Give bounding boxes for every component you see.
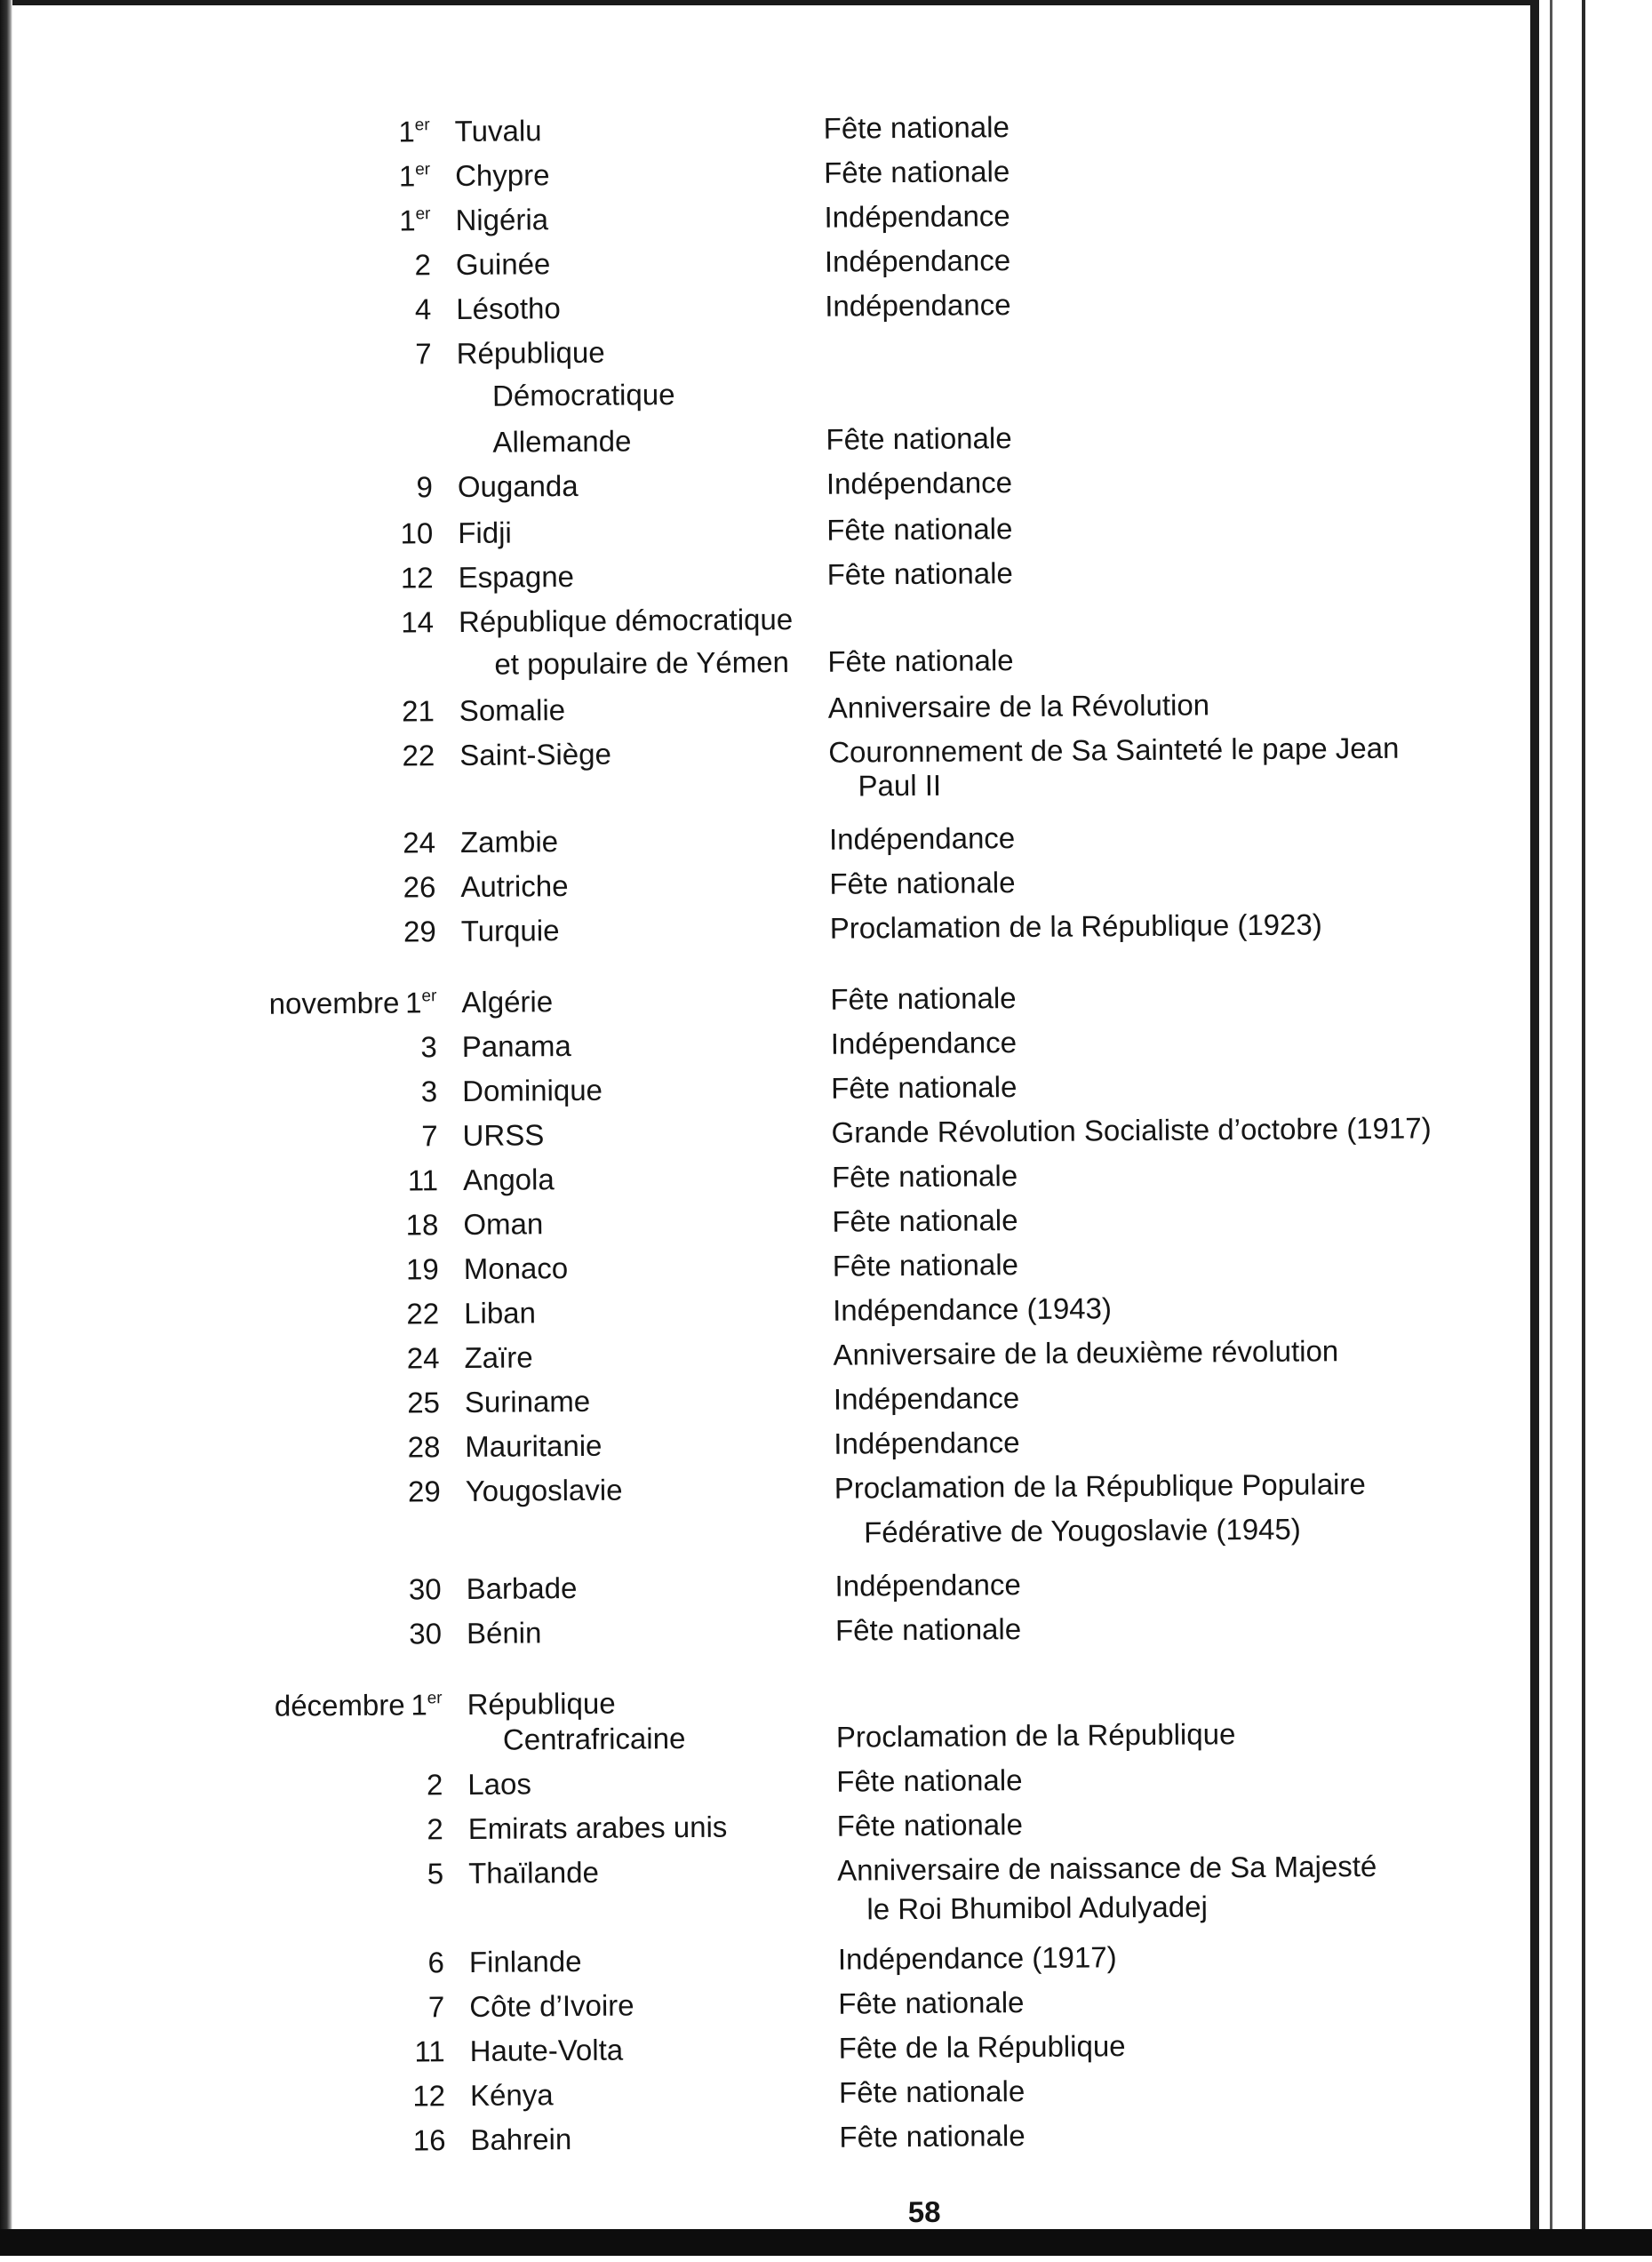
event-name: Fête nationale [834, 1612, 1022, 1647]
day-number: 1 [398, 115, 415, 148]
day-cell [373, 1025, 437, 1070]
event-name: Fête nationale [832, 1248, 1019, 1283]
day-number: 28 [407, 1430, 441, 1464]
event-name: Indépendance [826, 466, 1013, 500]
day-number: 26 [403, 870, 436, 904]
day-cell [379, 1807, 443, 1852]
day-number: 21 [401, 694, 435, 728]
country-name: Saint-Siège [459, 737, 611, 771]
day-number: 2 [426, 1768, 443, 1802]
day-number: 14 [401, 605, 435, 639]
country-name: Tuvalu [454, 114, 542, 148]
day-number: 2 [427, 1812, 443, 1846]
day-number: 1 [405, 986, 422, 1019]
country-name: Oman [463, 1207, 544, 1241]
day-number: 24 [403, 826, 436, 859]
country-name: Laos [467, 1767, 532, 1801]
day-number: 11 [414, 2034, 445, 2068]
country-name: Panama [461, 1029, 571, 1063]
country-name: Centrafricaine [502, 1722, 686, 1756]
country-name: Mauritanie [465, 1428, 603, 1463]
day-cell [378, 1611, 442, 1657]
country-name: Thaïlande [467, 1855, 600, 1890]
country-name: Liban [464, 1296, 537, 1330]
day-cell [372, 980, 436, 1026]
event-name: Fête nationale [823, 155, 1010, 189]
country-name: Ouganda [457, 468, 579, 504]
day-number: 1 [411, 1688, 427, 1722]
country-name: République [456, 335, 605, 371]
day-number: 1 [398, 159, 416, 193]
day-cell [366, 109, 430, 155]
month-label: novembre [268, 986, 400, 1020]
day-cell [366, 198, 430, 244]
day-number: 7 [427, 1990, 445, 2024]
event-name: Fête nationale [826, 421, 1012, 456]
country-name: Bénin [466, 1616, 542, 1650]
day-cell [370, 600, 434, 645]
day-cell [366, 154, 430, 199]
day-number: 25 [407, 1386, 441, 1419]
day-number: 10 [400, 516, 434, 550]
event-name: Fête nationale [830, 981, 1017, 1016]
event-name: Couronnement de Sa Sainteté le pape Jean [828, 731, 1400, 769]
country-name: République [467, 1686, 616, 1721]
day-number: 30 [408, 1572, 442, 1606]
day-number: 29 [407, 1475, 441, 1508]
event-name: Indépendance (1943) [833, 1291, 1113, 1327]
day-cell [374, 1158, 438, 1203]
day-cell [379, 1851, 443, 1897]
day-ordinal-suffix: er [415, 160, 431, 180]
day-number: 4 [414, 292, 432, 326]
event-name: Fête nationale [831, 1070, 1018, 1105]
day-number: 24 [406, 1341, 440, 1375]
day-cell [375, 1247, 439, 1292]
event-name: Indépendance [834, 1568, 1021, 1603]
country-name: Turquie [460, 914, 560, 947]
day-number: 22 [402, 739, 435, 772]
event-name: Anniversaire de la Révolution [827, 688, 1210, 724]
page-number: 58 [907, 2194, 941, 2229]
event-name: Fédérative de Yougoslavie (1945) [863, 1512, 1301, 1549]
day-cell [380, 1940, 444, 1986]
event-name: Anniversaire de naissance de Sa Majesté [836, 1849, 1377, 1887]
event-name: Anniversaire de la deuxième révolution [833, 1334, 1339, 1371]
day-number: 18 [405, 1208, 439, 1242]
country-name: Kényа [469, 2078, 554, 2112]
day-cell [379, 1762, 443, 1808]
day-number: 6 [427, 1946, 445, 1979]
day-cell [369, 556, 433, 601]
day-number: 29 [403, 915, 436, 948]
event-name: Fête de la République [838, 2029, 1126, 2065]
day-cell [371, 865, 435, 910]
event-name: Indépendance [834, 1426, 1020, 1460]
day-number: 19 [405, 1252, 439, 1286]
country-name: Haute-Volta [469, 2033, 624, 2067]
day-number: 5 [427, 1857, 444, 1890]
country-name: Bahrein [470, 2122, 572, 2156]
day-cell [369, 511, 433, 556]
event-name: Indépendance (1917) [837, 1940, 1117, 1976]
country-name: URSS [462, 1118, 545, 1152]
event-name: Fête nationale [823, 110, 1010, 145]
day-cell [369, 465, 433, 510]
event-name: Proclamation de la République [835, 1717, 1236, 1754]
event-name: Indépendance [833, 1381, 1020, 1416]
event-name: Fête nationale [829, 866, 1016, 900]
country-name: Lésotho [456, 292, 561, 326]
day-number: 2 [414, 248, 432, 282]
day-cell [367, 287, 431, 332]
country-name: Algérie [461, 985, 554, 1019]
day-cell [374, 1203, 438, 1248]
event-name: le Roi Bhumibol Adulyadej [866, 1890, 1208, 1926]
day-cell [380, 2029, 444, 2074]
country-name: République démocratique [458, 603, 794, 638]
event-name: Fête nationale [836, 1808, 1024, 1842]
day-cell [367, 332, 431, 377]
day-cell [375, 1291, 439, 1337]
event-name: Proclamation de la République Populaire [834, 1467, 1366, 1505]
event-name: Fête nationale [826, 512, 1013, 547]
country-name: Dominique [462, 1073, 603, 1107]
country-name: Démocratique [491, 378, 675, 412]
event-name: Paul II [858, 768, 942, 803]
country-name: Côte d’Ivoire [469, 1988, 634, 2023]
event-name: Indépendance [828, 821, 1016, 856]
country-name: Zambie [459, 825, 559, 859]
day-cell [381, 2074, 445, 2119]
country-name: Emirats arabes unis [467, 1810, 728, 1845]
day-number: 30 [409, 1617, 443, 1651]
event-name: Fête nationale [827, 643, 1014, 678]
day-cell [371, 689, 435, 734]
day-number: 11 [407, 1163, 439, 1197]
country-name: Nigéria [455, 203, 549, 237]
event-name: Fête nationale [836, 1763, 1023, 1798]
scan-edge-bottom [0, 2229, 1652, 2256]
day-number: 7 [421, 1119, 438, 1153]
day-ordinal-suffix: er [427, 1689, 443, 1708]
day-number: 1 [399, 204, 416, 237]
day-number: 3 [420, 1030, 437, 1064]
day-number: 3 [420, 1075, 438, 1108]
day-cell [376, 1425, 440, 1470]
country-name: Monaco [463, 1251, 569, 1285]
event-name: Indépendance [824, 244, 1011, 278]
day-cell [373, 1069, 437, 1115]
event-name: Proclamation de la République (1923) [829, 907, 1322, 945]
day-ordinal-suffix: er [415, 204, 431, 224]
country-name: Zaïre [464, 1340, 533, 1374]
day-cell [371, 820, 435, 866]
day-cell [381, 2118, 445, 2163]
day-cell [376, 1380, 440, 1426]
country-name: Espagne [458, 559, 575, 595]
country-name: Chypre [454, 158, 550, 193]
event-name: Fête nationale [838, 1986, 1025, 2020]
event-name: Fête nationale [838, 2074, 1026, 2109]
day-number: 22 [406, 1297, 440, 1331]
day-cell [380, 1985, 444, 2030]
country-name: Suriname [464, 1384, 591, 1419]
day-cell [377, 1469, 441, 1515]
event-name: Indépendance [830, 1026, 1018, 1060]
day-ordinal-suffix: er [414, 116, 430, 135]
event-name: Fête nationale [831, 1159, 1018, 1194]
country-name: Somalie [459, 693, 566, 727]
day-number: 12 [400, 561, 434, 595]
day-ordinal-suffix: er [421, 987, 437, 1006]
event-name: Indépendance [825, 288, 1011, 323]
day-number: 16 [412, 2123, 446, 2157]
day-number: 12 [412, 2079, 446, 2113]
country-name: Allemande [492, 424, 632, 459]
country-name: Yougoslavie [465, 1473, 623, 1507]
event-name: Fête nationale [839, 2119, 1026, 2154]
day-cell [372, 909, 436, 955]
day-cell [367, 243, 431, 288]
country-name: Angola [462, 1163, 555, 1196]
day-cell [377, 1567, 441, 1612]
month-label: décembre [274, 1688, 405, 1722]
country-name: Autriche [460, 869, 569, 903]
day-cell [373, 1114, 437, 1159]
country-name: et populaire de Yémen [494, 645, 790, 681]
event-name: Indépendance [824, 199, 1010, 234]
event-name: Grande Révolution Socialiste d’octobre (1917) [831, 1111, 1432, 1149]
day-number: 7 [415, 337, 432, 371]
country-name: Barbade [466, 1571, 578, 1605]
country-name: Fidji [458, 516, 512, 550]
event-name: Fête nationale [832, 1203, 1018, 1238]
day-number: 9 [416, 470, 434, 504]
day-cell [375, 1336, 439, 1381]
event-name: Fête nationale [826, 556, 1013, 591]
country-name: Finlande [468, 1944, 582, 1978]
country-name: Guinée [455, 247, 551, 282]
